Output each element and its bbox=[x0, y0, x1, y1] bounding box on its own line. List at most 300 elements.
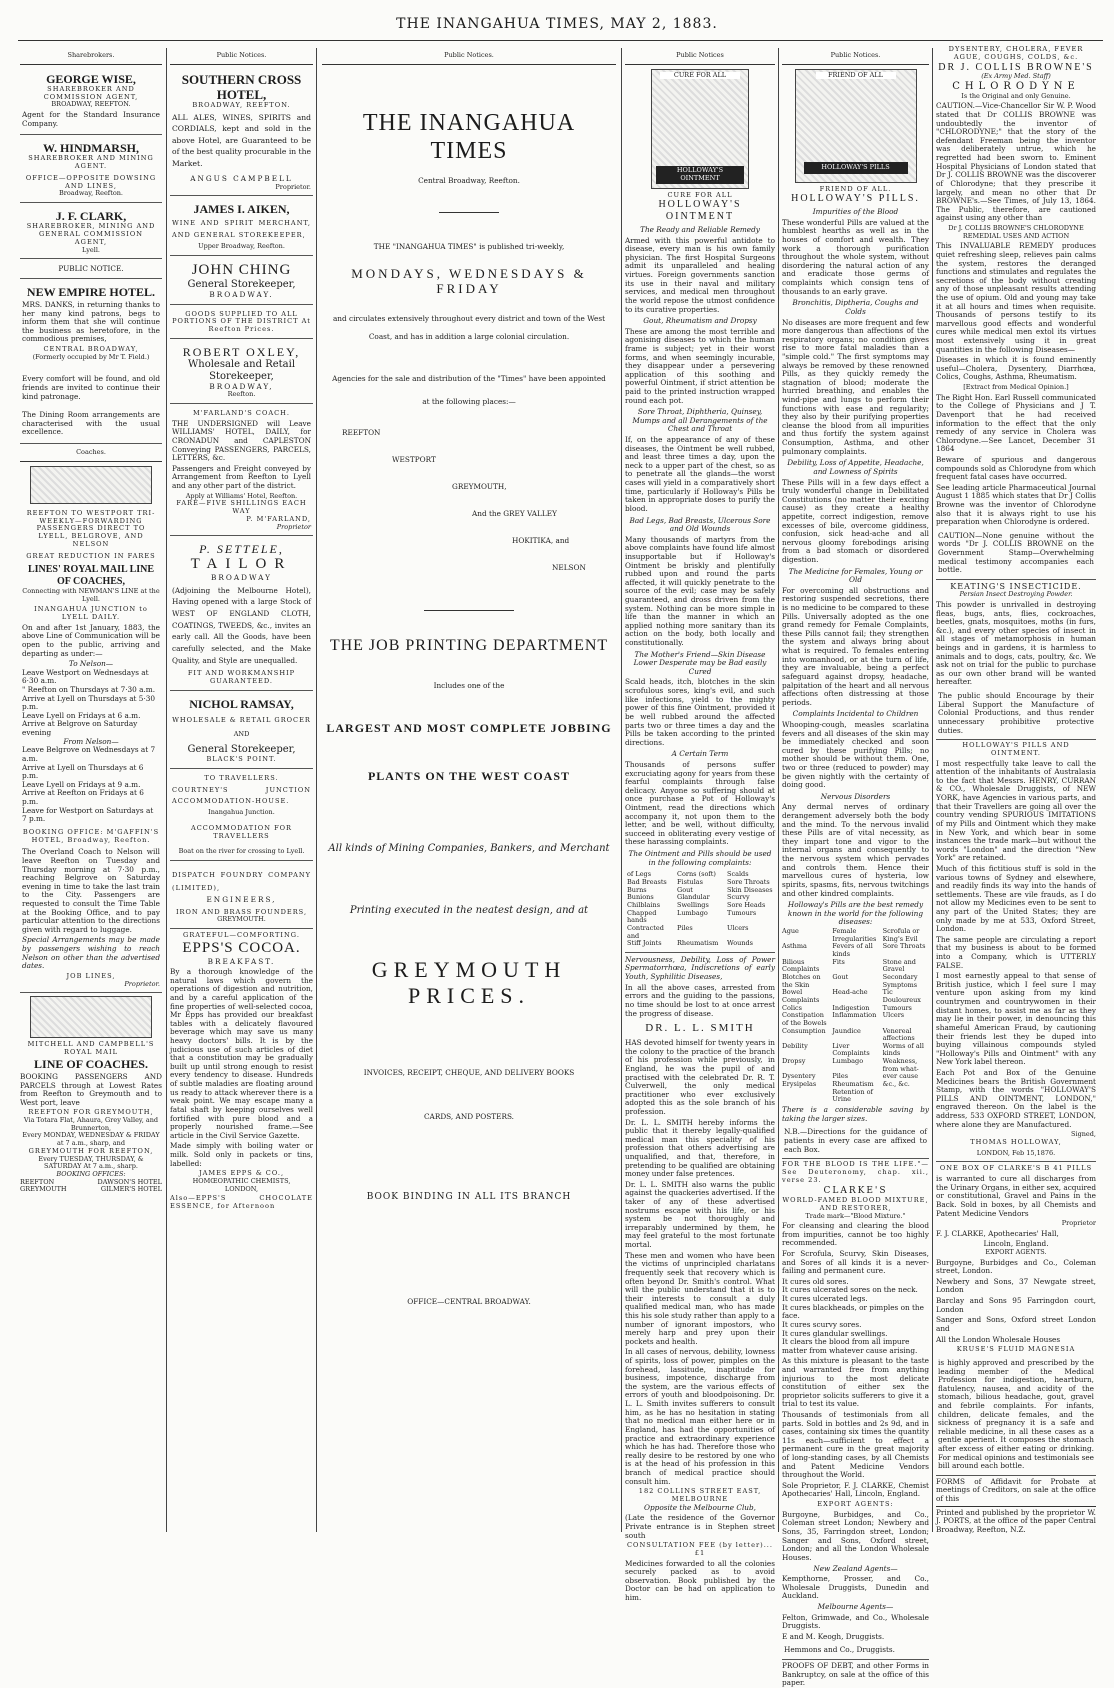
ad-signature-title: Proprietor. bbox=[124, 979, 160, 988]
ad-address: BLACK'S POINT. bbox=[206, 755, 277, 764]
ad-note: Special Arrangements may be made by passengers wishing to reach Nelson on other than the advertised dates. bbox=[22, 935, 160, 971]
ad-subtitle: SHAREBROKER, MINING AND GENERAL COMMISSION AGENT, bbox=[26, 222, 156, 246]
ad-title: JAMES I. AIKEN, bbox=[193, 202, 290, 217]
list-item bbox=[782, 1089, 828, 1104]
ad-address: BROADWAY, REEFTON. bbox=[51, 100, 131, 109]
ad-address: Broadway, Reefton. bbox=[59, 189, 123, 198]
column-divider bbox=[778, 48, 779, 1532]
ad-robert-oxley bbox=[170, 342, 313, 404]
section-heading: Nervous Disorders bbox=[820, 791, 891, 801]
ad-title: DR. L. L. SMITH bbox=[645, 1022, 755, 1035]
ad-settele-tailor bbox=[170, 539, 313, 691]
ad-subtitle: Persian Insect Destroying Powder. bbox=[959, 590, 1073, 599]
list-item: Scalds bbox=[727, 870, 749, 879]
section-heading: EXPORT AGENTS. bbox=[985, 1248, 1047, 1256]
list-item: Female Irregularities bbox=[832, 926, 877, 943]
ad-george-wise bbox=[20, 69, 162, 136]
ad-signed: Signed, bbox=[1071, 1130, 1096, 1139]
ad-subtitle: AND RESTORER, bbox=[819, 1203, 892, 1212]
ad-address: BROADWAY bbox=[211, 573, 272, 583]
stagecoach-illustration bbox=[30, 996, 152, 1038]
ad-text: Beware of spurious and dangerous compounds sold as Chlorodyne from which frequent fatal cases have occurred. bbox=[936, 454, 1096, 482]
list-item: Secondary Symptoms bbox=[882, 972, 918, 989]
list-item: Lumbago bbox=[677, 908, 708, 917]
ad-title: LINE OF COACHES. bbox=[34, 1056, 148, 1071]
ad-title: KRUSE'S FLUID MAGNESIA bbox=[956, 1345, 1076, 1354]
ad-address: BROADWAY. bbox=[209, 290, 274, 299]
ad-text: Many thousands of martyrs from the above complaints have found life almost insupportable but if Holloway's Ointment be briskly and plentifully rubbed upon and round the parts affected, it will quickly penetrate to the source of the evil; case may be safely guaranteed, and dross driven from the system. Nothing can be more simple in life than the manner in which an applied nothing more sanitary than its action on the body, both locally and constitutionally. bbox=[625, 534, 775, 648]
ad-text: CAUTION.—Vice-Chancellor Sir W. P. Wood stated that Dr COLLIS BROWNE was undoubtedly the inventor of "CHLORODYNE;" that the story of the defendant Freeman being the inventor was deliberately untrue, which he regretted had been sworn to. Eminent Hospital Physicians of London stated that Dr J. COLLIS BROWNE was the discoverer of Chlorodyne; that they prescribe it largely, and mean no other that Dr BROWNE's.—See Times, of July 13, 1864. The Public, therefore, are cautioned against using any other than bbox=[936, 101, 1096, 223]
ad-highlight: GREAT REDUCTION IN FARES bbox=[26, 551, 156, 560]
ad-route: GREYMOUTH FOR REEFTON, bbox=[28, 1146, 154, 1155]
list-item: Bad Breasts bbox=[627, 877, 667, 886]
column-5 bbox=[782, 50, 929, 1688]
ad-address: Lincoln, England. bbox=[983, 1239, 1049, 1249]
list-item: Bunions bbox=[627, 893, 654, 902]
list-item: Constipation of the Bowels bbox=[782, 1011, 827, 1027]
ad-address: GREYMOUTH. bbox=[217, 915, 266, 924]
ad-text: Agent for the Standard Insurance Company. bbox=[22, 110, 160, 128]
schedule-to-nelson bbox=[22, 669, 160, 738]
list-item: Scurvy bbox=[727, 893, 750, 902]
list-item: Wounds bbox=[727, 939, 754, 948]
schedule-line: Arrive at Reefton on Fridays at 6 p.m. bbox=[22, 788, 144, 806]
list-item: Tumours bbox=[727, 908, 757, 917]
list-item: Indigestion bbox=[832, 1003, 870, 1012]
booking-office-row bbox=[20, 1186, 162, 1194]
list-item: Gout bbox=[832, 972, 849, 981]
list-item: Inflammation bbox=[832, 1011, 877, 1020]
ad-title: CHLORODYNE bbox=[952, 80, 1080, 92]
column-1 bbox=[20, 50, 162, 1530]
list-item: Piles bbox=[832, 1072, 849, 1081]
schedule-heading: To Nelson— bbox=[68, 659, 114, 669]
ad-text: In all the above cases, arrested from errors and the guiding to the passions, no time should be lost to at once arrest the progress of disease. bbox=[625, 982, 775, 1018]
imprint: Printed and published by the proprietor W. J. PORTS, at the office of the paper Central Broadway, Reefton, N.Z. bbox=[936, 1507, 1096, 1534]
column-4 bbox=[625, 50, 775, 1603]
ad-title: JOHN CHING bbox=[191, 261, 292, 278]
diseases-list bbox=[782, 928, 929, 1104]
ad-text: Newbery and Sons, 37 Newgate street, London bbox=[936, 1276, 1096, 1295]
ad-text: On and after 1st January, 1883, the above Line of Communication will be open to the public, arriving and departing as under:— bbox=[22, 622, 160, 658]
ad-subtitle: IRON AND BRASS FOUNDERS, bbox=[175, 907, 308, 916]
section-heading: A Certain Term bbox=[671, 749, 729, 759]
list-item: It cures ulcerated legs. bbox=[782, 1294, 868, 1304]
ad-text: THE UNDERSIGNED will Leave WILLIAMS' HOTEL, DAILY, for CRONADUN and CAPLESTON Conveying PASSENGERS, PARCELS, LETTERS, &c. bbox=[172, 418, 311, 463]
column-divider bbox=[621, 48, 622, 1532]
ad-clark bbox=[20, 206, 162, 259]
ad-text: Medicines forwarded to all the colonies securely packed as to avoid observation. Book published by the Doctor can be had on application to him. bbox=[625, 1558, 775, 1603]
ad-note: Apply at Williams' Hotel, Reefton. bbox=[185, 491, 298, 500]
section-heading: Melbourne Agents— bbox=[817, 1601, 894, 1611]
ad-text: See leading article Pharmaceutical Journal August 1 1885 which states that Dr J Collis Browne was the inventor of Chlorodyne also that it is always right to use his preparation when Chlorodyne is ordered. bbox=[936, 482, 1096, 527]
column-header: Sharebrokers. bbox=[20, 50, 162, 65]
ad-title: M'FARLAND'S COACH. bbox=[192, 408, 291, 417]
agency-town: REEFTON bbox=[342, 428, 381, 438]
ad-signature: P. M'FARLAND, bbox=[246, 514, 311, 523]
ad-title: W. HINDMARSH, bbox=[43, 141, 139, 156]
ad-text: Burgoyne, Burbidges, and Co., Coleman street London; Newbery and Sons, 35, Farringdon street, London; Sanger and Sons, Oxford street, London; and all the London Wholesale Houses. bbox=[782, 1509, 929, 1562]
ad-mfarland-coach bbox=[170, 407, 313, 536]
ad-title: CLARKE'S bbox=[823, 1186, 888, 1197]
list-item: Contracted and bbox=[627, 923, 664, 940]
section-heading: Bronchitis, Diptheria, Coughs and Colds bbox=[792, 298, 919, 316]
agency-list bbox=[322, 420, 616, 582]
ad-subtitle: SHAREBROKER AND COMMISSION AGENT, bbox=[43, 84, 139, 101]
ad-text: For overcoming all obstructions and restoring suspended secretions, there is no medicine to be compared to these Pills. Universally adopted as the one grand remedy for Female Complaints, these Pills cannot fail; they strengthen the system and always bring about what is required. To females entering into womanhood, or at the turn of life, they are invaluable, being a perfect safeguard against dropsy, headache, palpitation of the heart and all nervous affections often distressing at those periods. bbox=[782, 585, 929, 707]
ad-text: Nervousness, Debility, Loss of Power Spermatorrhœa, Indiscretions of early Youth, Syphilitic Diseases, bbox=[625, 954, 775, 982]
list-item: Asthma bbox=[782, 942, 807, 951]
ad-fee: CONSULTATION FEE (by letter)...£1 bbox=[627, 1541, 773, 1557]
places-text: at the following places:— bbox=[422, 396, 516, 406]
ad-subtitle: BREAKFAST. bbox=[207, 956, 276, 966]
ad-highlight: ACCOMMODATION FOR TRAVELLERS bbox=[190, 823, 293, 840]
ad-signature: THOMAS HOLLOWAY, bbox=[970, 1137, 1062, 1146]
column-2 bbox=[170, 50, 313, 1530]
ad-subtitle: ENGINEERS, bbox=[206, 895, 277, 905]
ad-new-empire-hotel bbox=[20, 282, 162, 444]
ad-goods-supplied: GOODS SUPPLIED TO ALL PORTIONS OF THE DISTRICT At Reefton Prices. bbox=[170, 308, 313, 339]
ad-subtitle: INANGAHUA JUNCTION to LYELL DAILY. bbox=[34, 605, 148, 622]
list-item: It cures old sores. bbox=[782, 1276, 849, 1286]
office-text: OFFICE—CENTRAL BROADWAY. bbox=[407, 1297, 531, 1307]
list-item: Dysentery bbox=[782, 1072, 816, 1081]
column-divider bbox=[166, 48, 167, 1532]
list-item: Chilblains bbox=[627, 900, 661, 909]
list-item: Rheumatism bbox=[832, 1080, 874, 1089]
ad-address: 182 COLLINS STREET EAST, MELBOURNE bbox=[638, 1487, 762, 1503]
list-item: Sore Throats bbox=[727, 877, 770, 886]
ad-text: These Pills will in a few days effect a truly wonderful change in Debilitated Constitutions (no matter their exciting cause) as they create a healthy appetite, correct indigestion, remove excesses of bile, overcome giddiness, confusion, sick head-ache and all nervous gloomy forebodings arising from a bad stomach or disordered digestion. bbox=[782, 477, 929, 564]
list-item: Head-ache bbox=[832, 988, 868, 997]
ad-text: Every comfort will be found, and old friends are invited to continue their kind patronage. bbox=[22, 374, 160, 401]
ad-note: There is a considerable saving by taking the larger sizes. bbox=[782, 1105, 929, 1123]
ad-address: BROADWAY, bbox=[209, 381, 274, 391]
ad-text: Dr. L. L. SMITH hereby informs the public that it thereby legally-qualified medical man this speciality of his profession that others advertising are unqualified, and that, therefore, in pretending to be qualified are obtaining money under false pretences. bbox=[625, 1117, 775, 1179]
list-item: Stone and Gravel bbox=[882, 957, 916, 974]
ad-note: Boat on the river for crossing to Lyell. bbox=[178, 847, 305, 856]
holloway-ointment-illustration bbox=[651, 69, 749, 189]
ad-route: REEFTON FOR GREYMOUTH, bbox=[28, 1108, 154, 1117]
ad-conjunction: AND bbox=[233, 729, 250, 738]
agency-town: WESTPORT bbox=[392, 455, 436, 465]
ad-text: BOOKING PASSENGERS AND PARCELS through at Lowest Rates from Reefton to Greymouth and to West port, leave bbox=[20, 1071, 162, 1107]
agency-town: HOKITIKA, and bbox=[512, 536, 570, 546]
list-item: Sore Heads bbox=[727, 900, 766, 909]
agency-town: GREYMOUTH, bbox=[452, 482, 507, 492]
ad-town: Reefton. bbox=[227, 390, 256, 399]
ad-signature-title: Proprietor. bbox=[275, 182, 311, 191]
ad-john-ching bbox=[170, 259, 313, 305]
ad-text: FORMS of Affidavit for Probate at meetings of Creditors, on sale at the office of this bbox=[936, 1476, 1096, 1504]
ad-note: [Extract from Medical Opinion.] bbox=[963, 383, 1069, 392]
list-item: Tic Douloureux bbox=[882, 988, 921, 1004]
ad-text: Thousands of persons suffer excruciating agony for years from these fearful complaints through false delicacy. Anyone so suffering should at once purchase a Pot of Holloway's Ointment, read the directions which accompany it, not upon them to the letter, and be well, without difficulty, succeed in obliterating every vestige of these harassing complaints. bbox=[625, 759, 775, 847]
ad-text: Each Pot and Box of the Genuine Medicines bears the British Government Stamp, with the words "HOLLOWAY'S PILLS AND OINTMENT, LONDON," engraved thereon. On the label is the address, 533 OXFORD STREET, LONDON, where alone they are Manufactured. bbox=[936, 1067, 1096, 1129]
ad-text: HAS devoted himself for twenty years in the colony to the practice of the branch of his profession while previously, in England, he was the pupil of and practised with the celebrated Dr. R. T. Culverwell, the only medical practitioner who ever exclusively adopted this as the sole branch of his profession. bbox=[625, 1038, 775, 1116]
ad-date: LONDON, Feb 15,1876. bbox=[936, 1147, 1096, 1163]
ad-text: Armed with this powerful antidote to disease, every man is his own family physician. The first Hospital Surgeons admit its unparalleled and healing virtues. Foreign governments sanction its use in their naval and military services, and medical men throughout the world repose the utmost confidence to its curative properties. bbox=[625, 235, 775, 314]
job-printing-heading: THE JOB PRINTING DEPARTMENT bbox=[329, 637, 609, 655]
ad-mitchell-campbell bbox=[20, 1041, 162, 1194]
list-item: It cures ulcerated sores on the neck. bbox=[782, 1285, 918, 1295]
column-header: Public Notices bbox=[625, 50, 775, 65]
invoices-text: INVOICES, RECEIPT, CHEQUE, AND DELIVERY BOOKS bbox=[363, 1067, 575, 1077]
ad-text: Barclay and Sons 95 Farringdon court, London bbox=[936, 1296, 1096, 1314]
ad-title: DISPATCH FOUNDRY COMPANY (LIMITED), bbox=[172, 871, 311, 892]
list-item: Corns (soft) bbox=[677, 870, 716, 879]
list-intro: Holloway's Pills are the best remedy known in the world for the following diseases: bbox=[787, 900, 924, 927]
ad-note: N.B.—Directions for the guidance of patients in every case are affixed to each Box. bbox=[782, 1125, 929, 1159]
ad-title: COURTNEY'S JUNCTION ACCOMMODATION-HOUSE. bbox=[172, 785, 311, 805]
list-item: Worms of all kinds bbox=[882, 1041, 924, 1058]
schedule-line: Leave Lyell on Fridays at 6 a.m. bbox=[22, 710, 141, 720]
days-line: MONDAYS, WEDNESDAYS & FRIDAY bbox=[351, 265, 587, 296]
ad-text: I most earnestly appeal to that sense of British justice, which I feel sure I may venture upon asking from my kind countrymen and countrywomen in their distant homes, to assist me as far as they may lie in their power, in denouncing this shameful American Fraud, by cautioning their friends lest they be duped into buying villainous compounds styled "Holloway's Pills and Ointment" with any New York label thereon. bbox=[936, 971, 1096, 1067]
ad-subtitle: Dr J. COLLIS BROWNE'S CHLORODYNE bbox=[948, 223, 1084, 232]
coach-illustration bbox=[30, 466, 152, 504]
ad-aiken bbox=[170, 199, 313, 255]
ad-text: MRS. DANKS, in returning thanks to her many kind patrons, begs to inform them that she will continue the business as heretofore, in the commodious premises, bbox=[22, 299, 160, 344]
column-divider bbox=[932, 48, 933, 1532]
ad-subtitle: SHAREBROKER AND MINING AGENT. bbox=[28, 154, 154, 171]
schedule-line: Arrive at Belgrove on Saturday evening bbox=[22, 719, 138, 738]
ad-text: Felton, Grimwade, and Co., Wholesale Druggists. bbox=[782, 1612, 929, 1631]
ad-coach-lines bbox=[20, 507, 162, 994]
ad-text: All the London Wholesale Houses bbox=[936, 1334, 1061, 1344]
list-item: Weakness, from what- bbox=[882, 1057, 919, 1073]
list-item: It cures blackheads, or pimples on the face. bbox=[782, 1302, 924, 1321]
office-town: REEFTON bbox=[20, 1177, 55, 1186]
ad-note: Connecting with NEWMAN'S LINE at the Lyell. bbox=[22, 586, 160, 603]
published-line: THE "INANGAHUA TIMES" is published tri-weekly, bbox=[373, 241, 565, 251]
ad-title: KEATING'S INSECTICIDE. bbox=[950, 581, 1082, 591]
ad-subtitle: General Storekeeper, bbox=[187, 744, 296, 756]
list-item: Blotches on the Skin bbox=[782, 972, 821, 989]
ad-text: Kempthorne, Prosser, and Co., Wholesale Druggists, Dunedin and Auckland. bbox=[782, 1574, 929, 1601]
list-item: Venereal affections bbox=[882, 1026, 915, 1043]
ad-kicker: FOR THE BLOOD IS THE LIFE."—See Deuteronomy, chap. xii., verse 23. bbox=[782, 1160, 929, 1184]
ad-text: As this mixture is pleasant to the taste and warranted free from anything injurious to the most delicate constitution of either sex the proprietor solicits sufferers to give it a trial to test its value. bbox=[782, 1356, 929, 1409]
column-3-times-ad bbox=[322, 50, 616, 1530]
ad-text: The Right Hon. Earl Russell communicated to the College of Physicians and J T. Davenport that he had received information to the effect that the only remedy of any service in Cholera was Chlorodyne.—See Lancet, December 31 1864 bbox=[936, 392, 1096, 454]
list-item: Ulcers bbox=[727, 923, 749, 932]
illustration-banner: FRIEND OF ALL bbox=[816, 72, 896, 80]
ad-text: is warranted to cure all discharges from the Urinary Organs, in either sex, acquired or constitutional, Gravel and Pains in the Back. Sold in boxes, by all Chemists and Patent Medicine Vendors bbox=[936, 1174, 1096, 1218]
ad-text: Burgoyne, Burbidges and Co., Coleman street, London. bbox=[936, 1257, 1096, 1276]
office-hotel: DAWSON'S HOTEL bbox=[97, 1177, 162, 1186]
ad-text: If, on the appearance of any of these diseases, the Ointment be well rubbed, and least three times a day, upon the neck to a upper part of the chest, so as to penetrate all the glands—the worst cases will yield in a comparatively short time, particularly if Holloway's Pills be taken in appropriate doses to purify the blood. bbox=[625, 435, 775, 513]
ad-text: CAUTION—None genuine without the words "Dr J. COLLIS BROWNE on the Government Stamp—Overwhelming medical testimony accompanies each bottle. bbox=[936, 529, 1096, 580]
ad-text: Whooping-cough, measles scarlatina fevers and all diseases of the skin may be immediately checked and soon cured by these purifying Pills; no mother should be without them. One, two or three (reduced to powder) may be given nightly with the certainty of doing good. bbox=[782, 719, 929, 790]
ad-text: This powder is unrivalled in destroying fleas, bugs, ants, flies, cockroaches, beetles, gnats, mosquitoes, moths (in furs, &c.), and every other species of insect in all stages of metamorphosis in human beings and in gardens, it is harmless to animals and to dogs, cats, poultry, &c. We ask not on trial for the public to purchase as our own other brand will be wanted hereafter. bbox=[936, 599, 1096, 687]
list-item: Fistulas bbox=[677, 877, 704, 886]
ad-title: SOUTHERN CROSS HOTEL, bbox=[181, 71, 302, 102]
ad-note: (Formerly occupied by Mr T. Field.) bbox=[32, 352, 150, 361]
section-heading: Complaints Incidental to Children bbox=[792, 709, 919, 719]
ad-note: Every MONDAY, WEDNESDAY & FRIDAY at 7 a.m., sharp, and bbox=[22, 1131, 160, 1148]
pill-box-label: HOLLOWAY'S PILLS bbox=[804, 162, 908, 174]
column-header: Public Notices. bbox=[170, 50, 313, 65]
ad-text: These wonderful Pills are valued at the humblest hearths as well as in the houses of comfort and wealth. They work a thorough purification throughout the whole system, without disordering the natural action of any and eradicate those germs of complaints which consign tens of thousands to an early grave. bbox=[782, 217, 929, 296]
ad-address: LONDON, bbox=[224, 1184, 259, 1193]
ad-kicker: DYSENTERY, CHOLERA, FEVER AGUE, COUGHS, COLDS, &c. bbox=[948, 45, 1084, 61]
list-item: Dropsy bbox=[782, 1057, 806, 1066]
list-item: Bilious Complaints bbox=[782, 957, 820, 974]
ad-text: ALL ALES, WINES, SPIRITS and CORDIALS, kept and sold in the above Hotel, are Guaranteed to be of the best quality procurable in the Market. bbox=[172, 113, 311, 168]
plants-text: PLANTS ON THE WEST COAST bbox=[367, 768, 571, 783]
ad-signature: ANGUS CAMPBELL bbox=[190, 174, 293, 184]
ad-address: Lyell. bbox=[82, 245, 100, 254]
public-notice-heading: PUBLIC NOTICE. bbox=[20, 262, 162, 279]
section-heading: Impurities of the Blood bbox=[812, 207, 899, 217]
ad-text: This INVALUABLE REMEDY produces quiet refreshing sleep, relieves pain calms the system, restores the deranged functions and stimulates and regulates the secretions of the body without creating any of those unpleasant results attending the use of opium. Old and young may take it at all hours and times when requisite. Thousands of persons testify to its marvellous good effects and wonderful cures while medical men extol its virtues most extensively using it in great quantities in the following Diseases— bbox=[936, 241, 1096, 354]
ad-nichol-ramsay bbox=[170, 694, 313, 769]
schedule-line: Leave Belgrove on Wednesdays at 7 a.m. bbox=[22, 745, 156, 763]
list-item: Glandular bbox=[677, 893, 710, 902]
list-item: Rheumatism bbox=[677, 939, 719, 948]
ad-text: E and M. Keogh, Druggists. bbox=[782, 1631, 885, 1641]
newspaper-address: Central Broadway, Reefton. bbox=[418, 176, 520, 186]
list-item: Bowel Complaints bbox=[782, 988, 820, 1004]
ad-title: EPPS'S COCOA. bbox=[182, 939, 301, 956]
ad-note: Trade mark—"Blood Mixture." bbox=[805, 1211, 906, 1220]
list-item: It cures glandular swellings. bbox=[782, 1328, 888, 1338]
ad-text: Thousands of testimonials from all parts. Sold in bottles and 2s 9d, and in cases, containing six times the quantity 11s each—sufficient to effect a permanent cure in the great majority of long-standing cases, by all Chemists and Patent Medicine Vendors throughout the World. bbox=[782, 1410, 929, 1480]
ad-subtitle: WHOLESALE & RETAIL GROCER bbox=[172, 716, 311, 725]
complaints-list bbox=[625, 868, 775, 953]
ad-booking: BOOKING OFFICES: bbox=[56, 1169, 126, 1178]
section-heading: Bad Legs, Bad Breasts, Ulcerous Sore and Old Wounds bbox=[629, 515, 771, 534]
schedule-line: Leave Westport on Wednesdays at 6·30 a.m. bbox=[22, 667, 149, 686]
list-item: Ague bbox=[782, 926, 799, 935]
masthead-rule bbox=[18, 40, 1103, 41]
section-heading: Sore Throat, Diphtheria, Quinsey, Mumps and all Derangements of the Chest and Throat bbox=[632, 407, 768, 434]
ad-title: J. F. CLARK, bbox=[55, 209, 127, 224]
ad-note: Every TUESDAY, THURSDAY, & SATURDAY At 7 a.m., sharp. bbox=[38, 1154, 144, 1171]
office-hotel: GILMER'S HOTEL bbox=[100, 1185, 162, 1194]
ad-signature: JAMES EPPS & CO., bbox=[198, 1169, 285, 1178]
ad-epps-cocoa bbox=[170, 932, 313, 1211]
section-header: Coaches. bbox=[20, 447, 162, 462]
list-item: Lumbago bbox=[832, 1057, 864, 1066]
ad-title: DR J. COLLIS BROWNE'S bbox=[938, 61, 1094, 73]
ad-southern-cross bbox=[170, 69, 313, 197]
schedule-from-nelson bbox=[22, 746, 160, 823]
ad-highlight: FIT AND WORKMANSHIP GUARANTEED. bbox=[187, 669, 296, 686]
list-item: Colics bbox=[782, 1003, 803, 1012]
includes-text: Includes one of the bbox=[433, 681, 505, 691]
office-town: GREYMOUTH bbox=[20, 1185, 67, 1194]
ad-title: LINES' ROYAL MAIL LINE OF COACHES, bbox=[27, 564, 155, 588]
list-item: Tumours bbox=[882, 1003, 912, 1012]
ad-signature: JOB LINES, bbox=[66, 971, 116, 980]
divider bbox=[439, 212, 499, 213]
ad-signature-title: HOMŒOPATHIC CHEMISTS, bbox=[192, 1176, 291, 1185]
ad-note: Via Totara Flat, Ahaura, Grey Valley, and Brunnerton, bbox=[23, 1116, 159, 1132]
list-item: Erysipelas bbox=[782, 1080, 817, 1089]
list-item: Gout bbox=[677, 885, 693, 894]
ad-text: In all cases of nervous, debility, lowness of spirits, loss of power, pimples on the forehead, lassitude, inaptitude for business, impotence, discharge from the system, are the various effects of errors of youth and bloodpoisoning. Dr. L. L. Smith invites sufferers to consult him, as he has no hesitation in stating that no medical man either here or in England, has had the opportunities of practice and extraordinary experience which he has had. Therefore those who really desire to be restored by one who is at the head of his profession in this branch of medical practice should consult him. bbox=[625, 1347, 775, 1486]
ad-text: The Overland Coach to Nelson will leave Reefton on Tuesday and Thursday morning at 7·30 p.m., reaching Belgrove on Saturday evening in time to take the last train to the City. Passengers are requested to consult the Time Table at the Booking Office, and to pay particular attention to the directions given with regard to luggage. bbox=[22, 847, 160, 934]
list-item: Burns bbox=[627, 885, 647, 894]
schedule-line: Arrive at Lyell on Thursdays at 6 p.m. bbox=[22, 762, 144, 781]
ad-text: The Dining Room arrangements are characterised with the usual excellence. bbox=[22, 410, 160, 437]
greymouth-prices: GREYMOUTH PRICES. bbox=[371, 956, 567, 1008]
list-item: Ulcers bbox=[882, 1011, 905, 1020]
list-intro: The Ointment and Pills should be used in the following complaints: bbox=[628, 849, 772, 867]
circulation-text: and circulates extensively throughout every district and town of the West Coast, and has in addition a large colonial circulation. bbox=[332, 314, 606, 341]
ad-text: For Scrofula, Scurvy, Skin Diseases, and Sores of all kinds it is a never-failing and permanent cure. bbox=[782, 1249, 929, 1276]
masthead: THE INANGAHUA TIMES, MAY 2, 1883. bbox=[396, 16, 718, 32]
list-item: It cures scurvy sores. bbox=[782, 1319, 862, 1329]
ad-signature-title: Proprietor bbox=[276, 522, 311, 531]
column-6 bbox=[936, 45, 1096, 1534]
section-heading: New Zealand Agents— bbox=[813, 1563, 898, 1573]
ad-title: HOLLOWAY'S PILLS. bbox=[791, 193, 920, 205]
ad-text: No diseases are more frequent and few more dangerous than affections of the respiratory organs; no condition gives rise to more fatal maladies than a "simple cold." The first symptoms may always be removed by these renowned Pills, as they quickly remedy the stagnation of blood; moderate the hurried breathing, and enables the wind-pipe and lungs to perform their functions with ease and regularity; they also by their purifying properties cleanse the blood from all impurities and thus fortify the system against Consumption, Asthma, and other pulmonary complaints. bbox=[782, 317, 929, 456]
section-heading: The Mother's Friend—Skin Disease Lower Desperate may be Bad easily Cured bbox=[633, 649, 767, 676]
ad-text: The same people are circulating a report that my business is about to be formed into a Company, which is UTTERLY FALSE. bbox=[936, 934, 1096, 970]
mining-text: All kinds of Mining Companies, Bankers, and Merchant bbox=[328, 843, 610, 855]
ad-text: For cleansing and clearing the blood from impurities, cannot be too highly recommended. bbox=[782, 1221, 929, 1248]
printing-text: Printing executed in the neatest design, and at bbox=[349, 904, 589, 916]
ad-title: HOLLOWAY'S PILLS AND OINTMENT. bbox=[962, 741, 1070, 757]
ad-text: These are among the most terrible and agonising diseases to which the human frame is subject; yet in their worst forms, and when seemingly incurable, they disappear under a persevering application of this soothing and powerful Ointment, if strict attention be paid to the printed instruction wrapped round each pot. bbox=[625, 326, 775, 405]
ad-booking: BOOKING OFFICE: M'GAFFIN'S HOTEL, Broadway, Reefton. bbox=[22, 827, 160, 844]
ad-note: Is the Original and only Genuine. bbox=[961, 91, 1071, 100]
ad-office: OFFICE—OPPOSITE DOWSING AND LINES, bbox=[25, 173, 157, 190]
ad-subtitle: General Storekeeper, bbox=[187, 279, 296, 291]
list-item: Swellings bbox=[677, 900, 709, 909]
ad-title: NEW EMPIRE HOTEL. bbox=[26, 284, 156, 299]
ad-address: Upper Broadway, Reefton. bbox=[198, 241, 285, 250]
ad-title: P. SETTELE, bbox=[199, 542, 284, 557]
ad-subtitle: REEFTON TO WESTPORT TRI-WEEKLY—FORWARDING PASSENGERS DIRECT TO LYELL, BELGROVE, AND NELSON bbox=[26, 508, 156, 548]
list-item: Retention of Urine bbox=[832, 1087, 873, 1104]
ad-courtney bbox=[170, 772, 313, 861]
list-item bbox=[883, 1089, 929, 1104]
ad-kicker: TO TRAVELLERS. bbox=[204, 774, 279, 782]
ad-text: Much of this fictitious stuff is sold in the various towns of Sydney and elsewhere, and readily finds its way into the hands of settlements. These are vile frauds, as I do not allow my Medicines even to be sent to any part of the United States; they are only made by me at 533, Oxford Street, London. bbox=[936, 863, 1096, 934]
list-item: Skin Diseases bbox=[727, 885, 773, 894]
ad-subtitle: Wholesale and Retail Storekeeper, bbox=[187, 359, 296, 382]
ad-text: I most respectfully take leave to call the attention of the inhabitants of Australasia to the fact that Messrs. HENRY, CURRAN & CO., Wholesale Druggists, of NEW YORK, have Agencies in various parts, and that their Travellers are going all over the country vending SPURIOUS IMITATIONS of my Pills and Ointment which they make in New York, and which bear in some instances the trade mark—but without the words "London" and the direction "New York" are retained. bbox=[936, 758, 1096, 863]
divider bbox=[424, 610, 514, 611]
largest-text: LARGEST AND MOST COMPLETE JOBBING bbox=[326, 720, 612, 735]
ad-address: Inangahua Junction. bbox=[208, 808, 275, 817]
column-header: Public Notices. bbox=[322, 50, 616, 65]
schedule-line: Leave Lyell on Fridays at 9 a.m. bbox=[22, 779, 141, 789]
cures-list bbox=[782, 1278, 929, 1355]
schedule-line: Leave for Westport on Saturdays at 7 p.m. bbox=[22, 805, 154, 824]
ad-address: (Late the residence of the Governor Private entrance is in Stephen street south bbox=[625, 1513, 775, 1540]
ad-text: Passengers and Freight conveyed by Arrangement from Reefton to Lyell and any other part of the district. bbox=[172, 463, 311, 490]
illustration-banner: CURE FOR ALL bbox=[660, 72, 740, 80]
ad-text: PROOFS OF DEBT, and other Forms in Bankruptcy, on sale at the office of this paper. bbox=[782, 1661, 929, 1688]
ad-address: Opposite the Melbourne Club, bbox=[644, 1502, 756, 1512]
list-item: Fevers of all kinds bbox=[832, 942, 873, 958]
ad-text: WINE AND SPIRIT MERCHANT, AND GENERAL STOREKEEPER, bbox=[172, 219, 311, 239]
ad-text: Sole Proprietor, F. J. CLARKE, Chemist Apothecaries' Hall, Lincoln, England. bbox=[782, 1480, 929, 1499]
ad-text: By a thorough knowledge of the natural laws which govern the operations of digestion and nutrition, and by a careful application of the fine properties of well-selected cocoa, Mr Epps has provided our breakfast tables with a delicately flavoured beverage which may save us many heavy doctors' bills. It is by the judicious use of such articles of diet that a constitution may be gradually built up until strong enough to resist every tendency to disease. Hundreds of subtle maladies are floating around us ready to attack wherever there is a weak point. We may escape many a fatal shaft by keeping ourselves well fortified with pure blood and a properly nourished frame.—See article in the Civil Service Gazette. bbox=[170, 967, 313, 1140]
ad-title: NICHOL RAMSAY, bbox=[189, 696, 294, 711]
ad-text: Made simply with boiling water or milk. Sold only in packets or tins, labelled: bbox=[170, 1141, 313, 1168]
ad-text: Sanger and Sons, Oxford street London and bbox=[936, 1315, 1096, 1333]
ad-address: CENTRAL BROADWAY, bbox=[43, 345, 139, 354]
list-item: Liver Complaints bbox=[832, 1041, 870, 1058]
ad-title: GEORGE WISE, bbox=[46, 71, 136, 86]
